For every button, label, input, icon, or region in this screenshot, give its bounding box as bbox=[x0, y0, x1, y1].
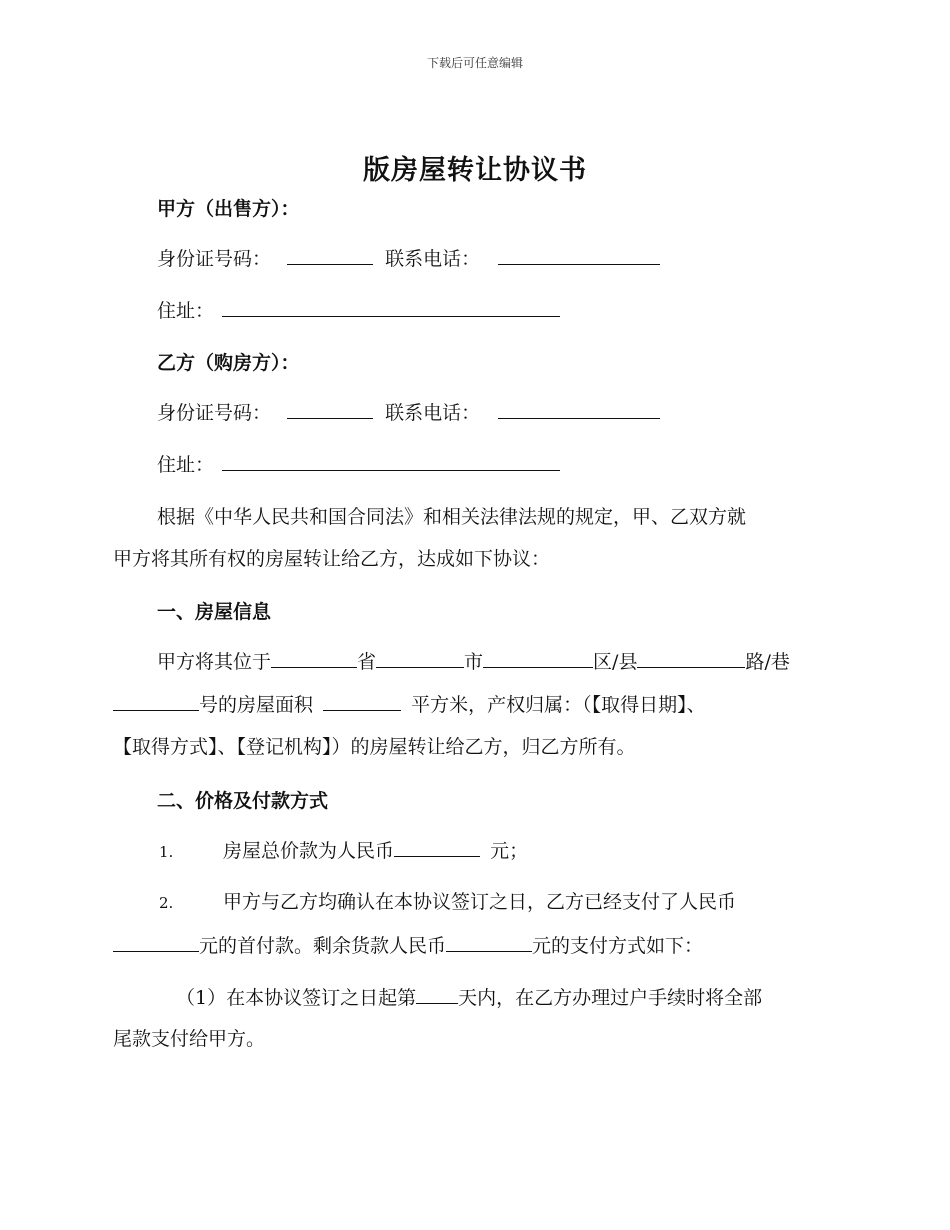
party-a-phone-label: 联系电话： bbox=[385, 248, 481, 270]
city-blank[interactable] bbox=[376, 647, 464, 668]
party-b-phone-label: 联系电话： bbox=[385, 402, 481, 424]
total-price-blank[interactable] bbox=[394, 836, 480, 857]
section-1-line-1 bbox=[157, 647, 790, 676]
party-a-id-label: 身份证号码： bbox=[157, 248, 272, 270]
preamble-line-2: 甲方将其所有权的房屋转让给乙方，达成如下协议： bbox=[113, 548, 551, 570]
party-a-id-row bbox=[157, 244, 660, 273]
total-price-unit: 元； bbox=[490, 840, 529, 862]
district-label: 区/县 bbox=[593, 651, 638, 673]
down-payment-blank[interactable] bbox=[113, 931, 199, 952]
number-blank[interactable] bbox=[113, 690, 199, 711]
balance-text: 元的支付方式如下： bbox=[532, 935, 704, 957]
item-2-number: 2. bbox=[159, 894, 174, 912]
balance-blank[interactable] bbox=[446, 931, 532, 952]
sub-item-1-text-b: 天内，在乙方办理过户手续时将全部 bbox=[458, 987, 763, 1009]
section-1-heading: 一、房屋信息 bbox=[157, 601, 272, 623]
party-a-id-blank[interactable] bbox=[287, 244, 373, 265]
province-blank[interactable] bbox=[271, 647, 357, 668]
party-b-heading: 乙方（购房方）： bbox=[157, 352, 300, 374]
party-b-phone-blank[interactable] bbox=[498, 398, 660, 419]
sub-item-1-line-2: 尾款支付给甲方。 bbox=[113, 1028, 266, 1050]
party-a-address-label: 住址： bbox=[157, 300, 215, 322]
price-item-2-line-2 bbox=[113, 931, 703, 960]
area-blank[interactable] bbox=[323, 690, 401, 711]
city-label: 市 bbox=[464, 651, 484, 673]
item-1-number: 1. bbox=[159, 843, 174, 861]
location-text-a: 甲方将其位于 bbox=[157, 651, 272, 673]
days-blank[interactable] bbox=[416, 983, 458, 1004]
section-1-line-2 bbox=[113, 690, 706, 719]
total-price-text: 房屋总价款为人民币 bbox=[223, 840, 395, 862]
sub-item-1-line-1 bbox=[176, 983, 762, 1012]
party-a-phone-blank[interactable] bbox=[498, 244, 660, 265]
road-blank[interactable] bbox=[637, 647, 745, 668]
party-b-id-row bbox=[157, 398, 660, 427]
price-item-2 bbox=[159, 888, 736, 917]
page-header: 下载后可任意编辑 bbox=[426, 56, 523, 70]
down-payment-text: 元的首付款。剩余货款人民币 bbox=[199, 935, 447, 957]
party-b-id-blank[interactable] bbox=[287, 398, 373, 419]
party-b-address-label: 住址： bbox=[157, 454, 215, 476]
document-title: 版房屋转让协议书 bbox=[363, 155, 587, 186]
party-b-id-label: 身份证号码： bbox=[157, 402, 272, 424]
road-label: 路/巷 bbox=[745, 651, 790, 673]
party-a-heading: 甲方（出售方）： bbox=[157, 198, 300, 220]
ownership-text: 平方米，产权归属：（【取得日期】、 bbox=[411, 694, 706, 716]
party-b-address-row bbox=[157, 450, 560, 479]
price-item-1 bbox=[159, 836, 528, 866]
preamble-line-1: 根据《中华人民共和国合同法》和相关法律法规的规定，甲、乙双方就 bbox=[157, 506, 747, 528]
section-1-line-3: 【取得方式】、【登记机构】）的房屋转让给乙方，归乙方所有。 bbox=[113, 736, 636, 758]
party-a-address-blank[interactable] bbox=[222, 296, 560, 317]
area-text: 号的房屋面积 bbox=[199, 694, 314, 716]
party-a-address-row bbox=[157, 296, 560, 325]
district-blank[interactable] bbox=[483, 647, 593, 668]
sub-item-1-text-a: （1）在本协议签订之日起第 bbox=[176, 987, 417, 1009]
party-b-address-blank[interactable] bbox=[222, 450, 560, 471]
province-label: 省 bbox=[357, 651, 377, 673]
section-2-heading: 二、价格及付款方式 bbox=[157, 790, 329, 812]
item-2-text: 甲方与乙方均确认在本协议签订之日，乙方已经支付了人民币 bbox=[223, 891, 737, 913]
